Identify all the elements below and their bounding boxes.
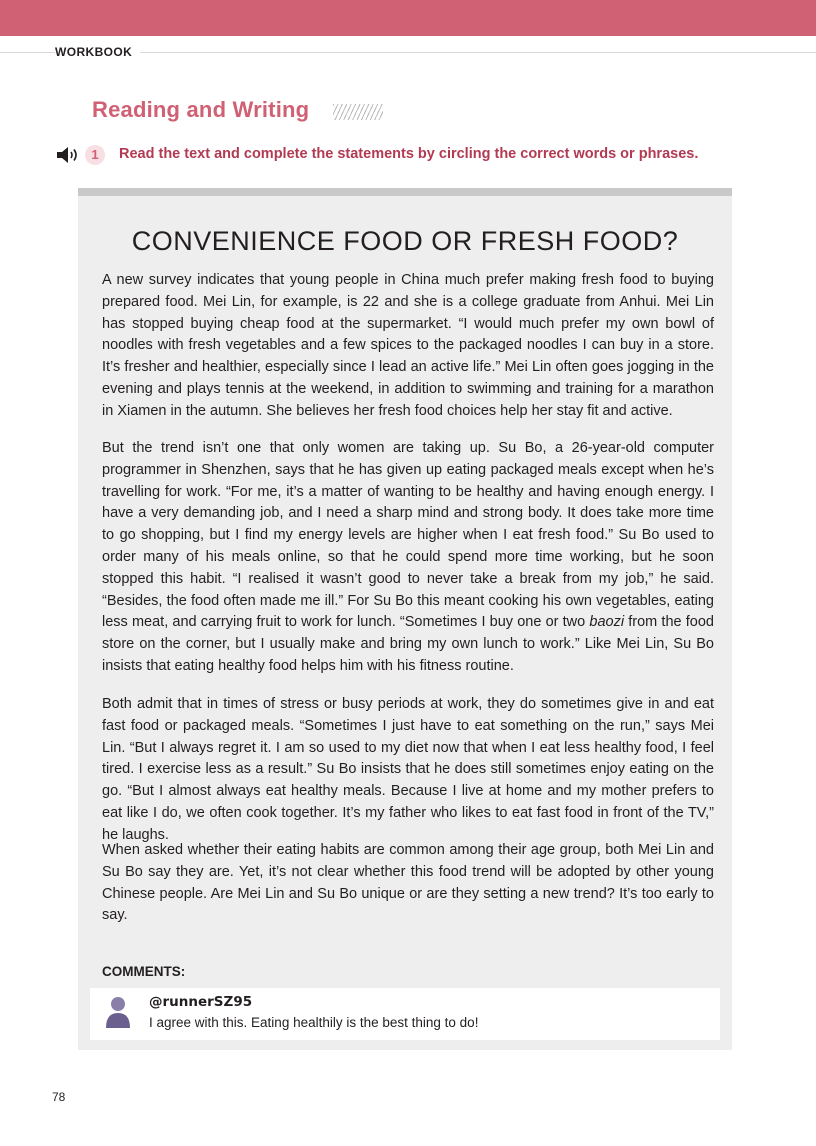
running-header <box>0 40 816 64</box>
top-color-band <box>0 0 816 36</box>
comment-card <box>90 988 720 1040</box>
exercise-instruction-row <box>55 144 795 168</box>
article-paragraph-3: Both admit that in times of stress or busy periods at work, they do sometimes give in and eat fast food or packaged meals. “Sometimes I just have to eat something on the run,” says Mei Lin. “But I always regret it. I am so used to my diet now that when I eat less healthy food, I feel tired. I exercise less as a result.” Su Bo insists that he does still sometimes enjoy eating on the go. “But I almost always eat healthy meals. Because I live at home and my mother prefers to eat like I do, we often cook together. It’s my father who likes to eat fast food in front of the TV,” he laughs. <box>102 696 714 843</box>
user-avatar-icon <box>104 994 132 1030</box>
section-title: Reading and Writing <box>92 97 310 122</box>
article-paragraph-2 <box>102 438 714 678</box>
comments-label: COMMENTS: <box>102 964 186 979</box>
workbook-label: WORKBOOK <box>55 45 140 59</box>
paragraph-2-text-b: from the food store on the corner, but I usually make and bring my own lunch to work.” Like Mei Lin, Su Bo insists that eating healthy food helps him with his fitness routine. <box>102 614 714 674</box>
exercise-number-badge: 1 <box>85 145 105 165</box>
comment-username[interactable]: @runnerSZ95 <box>149 994 253 1010</box>
page-number: 78 <box>52 1090 66 1104</box>
article-paragraph-4: When asked whether their eating habits are common among their age group, both Mei Lin and Su Bo say they are. Yet, it’s not clear whether this food trend will be adopted by other young Chinese people. Are Mei Lin and Su Bo unique or are they setting a new trend? It’s too early to say. <box>102 842 714 924</box>
exercise-instruction: Read the text and complete the statements by circling the correct words or phrases. <box>119 146 699 162</box>
comment-text: I agree with this. Eating healthily is the best thing to do! <box>149 1015 479 1030</box>
baozi-italic: baozi <box>589 614 625 631</box>
paragraph-2-text-a: But the trend isn’t one that only women are taking up. Su Bo, a 26-year-old computer programmer in Shenzhen, says that he has given up eating packaged meals except when he’s travelling for work. “For me, it’s a matter of wanting to be healthy and having enough energy. I have a very demanding job, and I need a sharp mind and strong body. It does take more time to go shopping, but I find my energy levels are higher when I eat fresh food.” Su Bo used to order many of his meals online, so that he could spend more time working, but he soon stopped this habit. “I realised it wasn’t good to never take a break from my job,” he said. “Besides, the food often made me ill.” For Su Bo this meant cooking his own vegetables, eating less meat, and carrying fruit to work for lunch. “Sometimes I buy one or two <box>102 440 714 631</box>
article-title: CONVENIENCE FOOD OR FRESH FOOD? <box>131 226 679 256</box>
article-panel <box>78 188 732 1050</box>
hatch-decoration <box>333 104 383 120</box>
article-paragraph-1: A new survey indicates that young people in China much prefer making fresh food to buying prepared food. Mei Lin, for example, is 22 and she is a college graduate from Anhui. Mei Lin has stopped buying cheap food at the supermarket. “I would much prefer my own bowl of noodles with fresh vegetables and a few spices to the packaged noodles I can buy in a store. It’s fresher and healthier, especially since I lead an active life.” Mei Lin often goes jogging in the evening and plays tennis at the weekend, in addition to swimming and training for a marathon in Xiamen in the autumn. She believes her fresh food choices help her stay fit and active. <box>102 272 714 419</box>
speaker-icon[interactable] <box>55 146 83 164</box>
